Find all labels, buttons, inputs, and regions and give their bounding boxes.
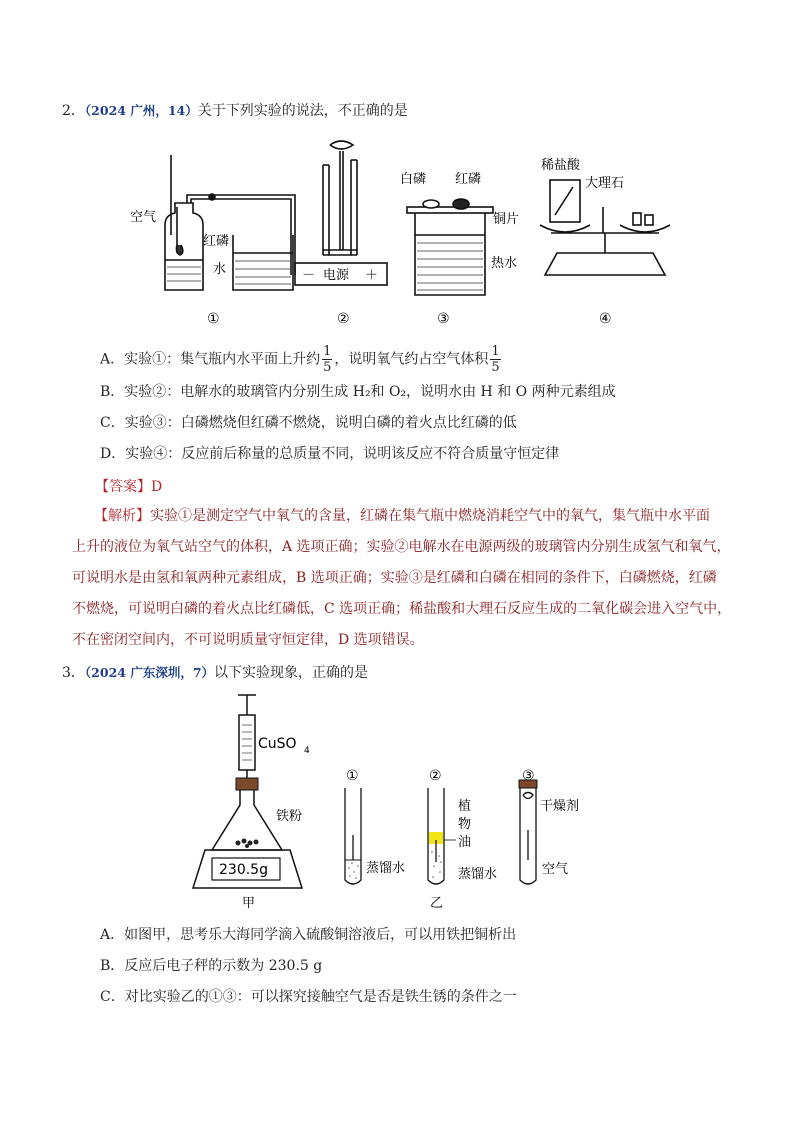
apparatus-4 [540, 180, 670, 275]
fraction-one-fifth-2 [490, 344, 500, 375]
label-cuso4-subscript: 4 [304, 746, 310, 756]
label-red-phosphorus-2: 红磷 [455, 172, 482, 187]
apparatus-1 [165, 155, 295, 290]
iron-powder [236, 839, 259, 849]
label-jia: 甲 [242, 896, 256, 911]
label-yi: 乙 [430, 896, 444, 911]
apparatus-3 [407, 199, 493, 295]
fig-number-3: ③ [437, 311, 450, 327]
analysis-line-3: 可说明水是由氢和氧两种元素组成，B 选项正确；实验③是红磷和白磷在相同的条件下，白磷燃烧，红磷 [72, 570, 717, 586]
label-minus: － [302, 268, 316, 283]
tube-number-3: ③ [522, 768, 535, 784]
q2-option-b: B．实验②：电解水的玻璃管内分别生成 H₂和 O₂，说明水由 H 和 O 两种元素组成 [100, 384, 616, 400]
label-red-phosphorus: 红磷 [203, 234, 230, 249]
fraction-numerator: 1 [323, 344, 332, 359]
q2-option-c: C．实验③：白磷燃烧但红磷不燃烧，说明白磷的着火点比红磷的低 [100, 415, 517, 431]
q3-number: 3． [62, 665, 85, 681]
stopper [236, 778, 258, 790]
fig-number-2: ② [337, 311, 350, 327]
label-power: 电源 [323, 268, 350, 283]
label-dilute-hcl: 稀盐酸 [541, 158, 581, 173]
q3-stem: 以下实验现象，正确的是 [214, 665, 369, 681]
q2-number: 2． [62, 103, 85, 119]
q2-figure [125, 135, 685, 335]
fraction-one-fifth-1 [322, 344, 332, 375]
q2-option-d: D．实验④：反应前后称量的总质量不同，说明该反应不符合质量守恒定律 [100, 446, 560, 462]
analysis-line-2: 上升的液位为氧气站空气的体积，A 选项正确；实验②电解水在电源两级的玻璃管内分别生成氢气和氧气， [72, 539, 731, 555]
q2-stem: 关于下列实验的说法，不正确的是 [197, 103, 408, 119]
fraction-denominator: 5 [323, 360, 332, 375]
analysis-line-5: 不在密闭空间内，不可说明质量守恒定律，D 选项错误。 [72, 632, 424, 648]
q2-answer: 【答案】D [95, 479, 163, 495]
test-tube-1 [345, 788, 361, 884]
q3-option-b: B．反应后电子秤的示数为 230.5 g [100, 958, 323, 974]
q2-stem-line [62, 101, 408, 121]
q3-option-a: A．如图甲，思考乐大海同学滴入硫酸铜溶液后，可以用铁把铜析出 [100, 927, 517, 943]
label-air: 空气 [130, 210, 157, 225]
label-hot-water: 热水 [491, 256, 518, 271]
q2-option-a-text: A．实验①：集气瓶内水平面上升约 [100, 351, 321, 368]
label-desiccant: 干燥剂 [540, 799, 580, 814]
analysis-line-4: 不燃烧，可说明白磷的着火点比红磷低，C 选项正确；稀盐酸和大理石反应生成的二氧化碳会进入空气中， [72, 601, 732, 617]
fig-number-4: ④ [599, 311, 612, 327]
label-plus: ＋ [365, 268, 379, 283]
analysis-line-1-text: 实验①是测定空气中氧气的含量，红磷在集气瓶中燃烧消耗空气中的氧气，集气瓶中水平面 [150, 508, 710, 524]
analysis-tag: 【解析】 [94, 508, 150, 524]
label-veg-oil-1: 植 [458, 799, 472, 814]
analysis-line-1 [94, 501, 754, 532]
water-dots-1 [348, 862, 359, 879]
q2-analysis [94, 501, 754, 532]
scale-reading: 230.5g [219, 862, 268, 878]
q2-source: （2024 广州，14） [84, 103, 198, 118]
label-iron-powder: 铁粉 [276, 809, 303, 824]
label-copper-plate: 铜片 [493, 212, 520, 227]
fig-number-1: ① [207, 311, 220, 327]
syringe [238, 695, 256, 778]
q3-figure [190, 690, 580, 915]
q2-option-a-text-2: ，说明氧气约占空气体积 [334, 351, 489, 368]
fraction-numerator-2: 1 [491, 344, 500, 359]
label-marble: 大理石 [585, 176, 625, 191]
label-water: 水 [213, 262, 227, 277]
tube-number-1: ① [346, 768, 359, 784]
q3-stem-line [62, 663, 368, 683]
tube-number-2: ② [429, 768, 442, 784]
label-distilled-water-2: 蒸馏水 [458, 867, 498, 882]
test-tube-3 [520, 788, 536, 884]
q3-source: （2024 广东深圳，7） [84, 665, 215, 680]
apparatus-2 [295, 141, 387, 285]
label-veg-oil-2: 物 [458, 817, 472, 832]
water-hatch-1 [167, 261, 291, 284]
label-white-phosphorus: 白磷 [400, 172, 427, 187]
label-veg-oil-3: 油 [458, 835, 472, 850]
q3-option-c: C．对比实验乙的①③：可以探究接触空气是否是铁生锈的条件之一 [100, 989, 517, 1005]
label-cuso4: CuSO [258, 736, 297, 752]
fraction-denominator-2: 5 [491, 360, 500, 375]
conical-flask [212, 790, 282, 850]
q2-option-a [100, 344, 503, 375]
label-air-3: 空气 [542, 862, 569, 877]
syringe-scale [242, 725, 252, 760]
water-hatch-3 [417, 243, 483, 290]
label-distilled-water-1: 蒸馏水 [366, 861, 406, 876]
